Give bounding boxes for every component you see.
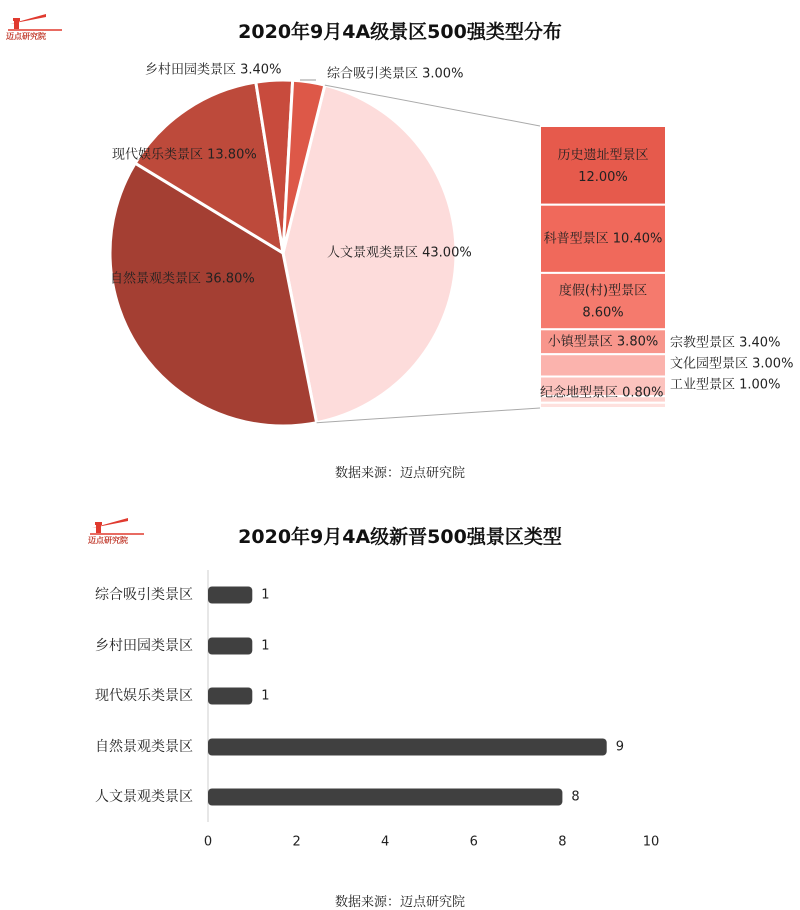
y-tick-label: 自然景观类景区 — [95, 739, 193, 755]
pie-slice-label: 综合吸引类景区 3.00% — [327, 66, 464, 82]
y-tick-label: 现代娱乐类景区 — [95, 688, 193, 704]
bar-value-label: 9 — [615, 739, 624, 755]
breakdown-label: 小镇型景区 3.80% — [547, 334, 659, 350]
breakdown-label: 纪念地型景区 0.80% — [540, 385, 664, 401]
pie-slice-label: 现代娱乐类景区 13.80% — [112, 147, 257, 163]
bar — [208, 587, 252, 604]
brand-name-bottom: 迈点研究院 — [88, 536, 128, 545]
x-tick-label: 4 — [381, 834, 390, 850]
y-tick-label: 乡村田园类景区 — [95, 638, 193, 654]
pie-slice-label: 人文景观类景区 43.00% — [327, 245, 472, 261]
bar-value-label: 1 — [261, 638, 270, 654]
breakdown-label: 科普型景区 10.40% — [543, 231, 663, 247]
bar — [208, 789, 562, 806]
bar — [208, 638, 252, 655]
x-tick-label: 8 — [558, 834, 567, 850]
breakdown-label: 宗教型景区 3.40% — [670, 335, 781, 351]
bar-source-note: 数据来源：迈点研究院 — [334, 895, 465, 910]
pie-source-note: 数据来源：迈点研究院 — [334, 466, 465, 481]
bar — [208, 688, 252, 705]
breakdown-label: 12.00% — [578, 169, 628, 185]
breakdown-label: 8.60% — [582, 305, 624, 321]
breakdown-label: 工业型景区 1.00% — [670, 377, 781, 393]
x-tick-label: 2 — [292, 834, 301, 850]
bar-chart-title: 2020年9月4A级新晋500强景区类型 — [238, 526, 562, 548]
x-tick-label: 0 — [203, 834, 213, 850]
pie-slice-label: 乡村田园类景区 3.40% — [145, 62, 282, 78]
brand-name: 迈点研究院 — [6, 32, 46, 41]
bar-value-label: 8 — [571, 789, 580, 805]
breakdown-label: 文化园型景区 3.00% — [670, 356, 794, 372]
bar-value-label: 1 — [261, 688, 270, 704]
x-tick-label: 10 — [642, 834, 660, 850]
x-tick-label: 6 — [469, 834, 478, 850]
bar — [208, 739, 607, 756]
pie-chart-title: 2020年9月4A级景区500强类型分布 — [238, 21, 562, 43]
breakdown-label: 历史遗址型景区 — [557, 147, 649, 163]
y-tick-label: 综合吸引类景区 — [95, 587, 193, 603]
pie-slice-label: 自然景观类景区 36.80% — [110, 271, 255, 287]
y-tick-label: 人文景观类景区 — [95, 789, 193, 805]
breakdown-label: 度假(村)型景区 — [558, 283, 648, 299]
bar-value-label: 1 — [261, 587, 270, 603]
